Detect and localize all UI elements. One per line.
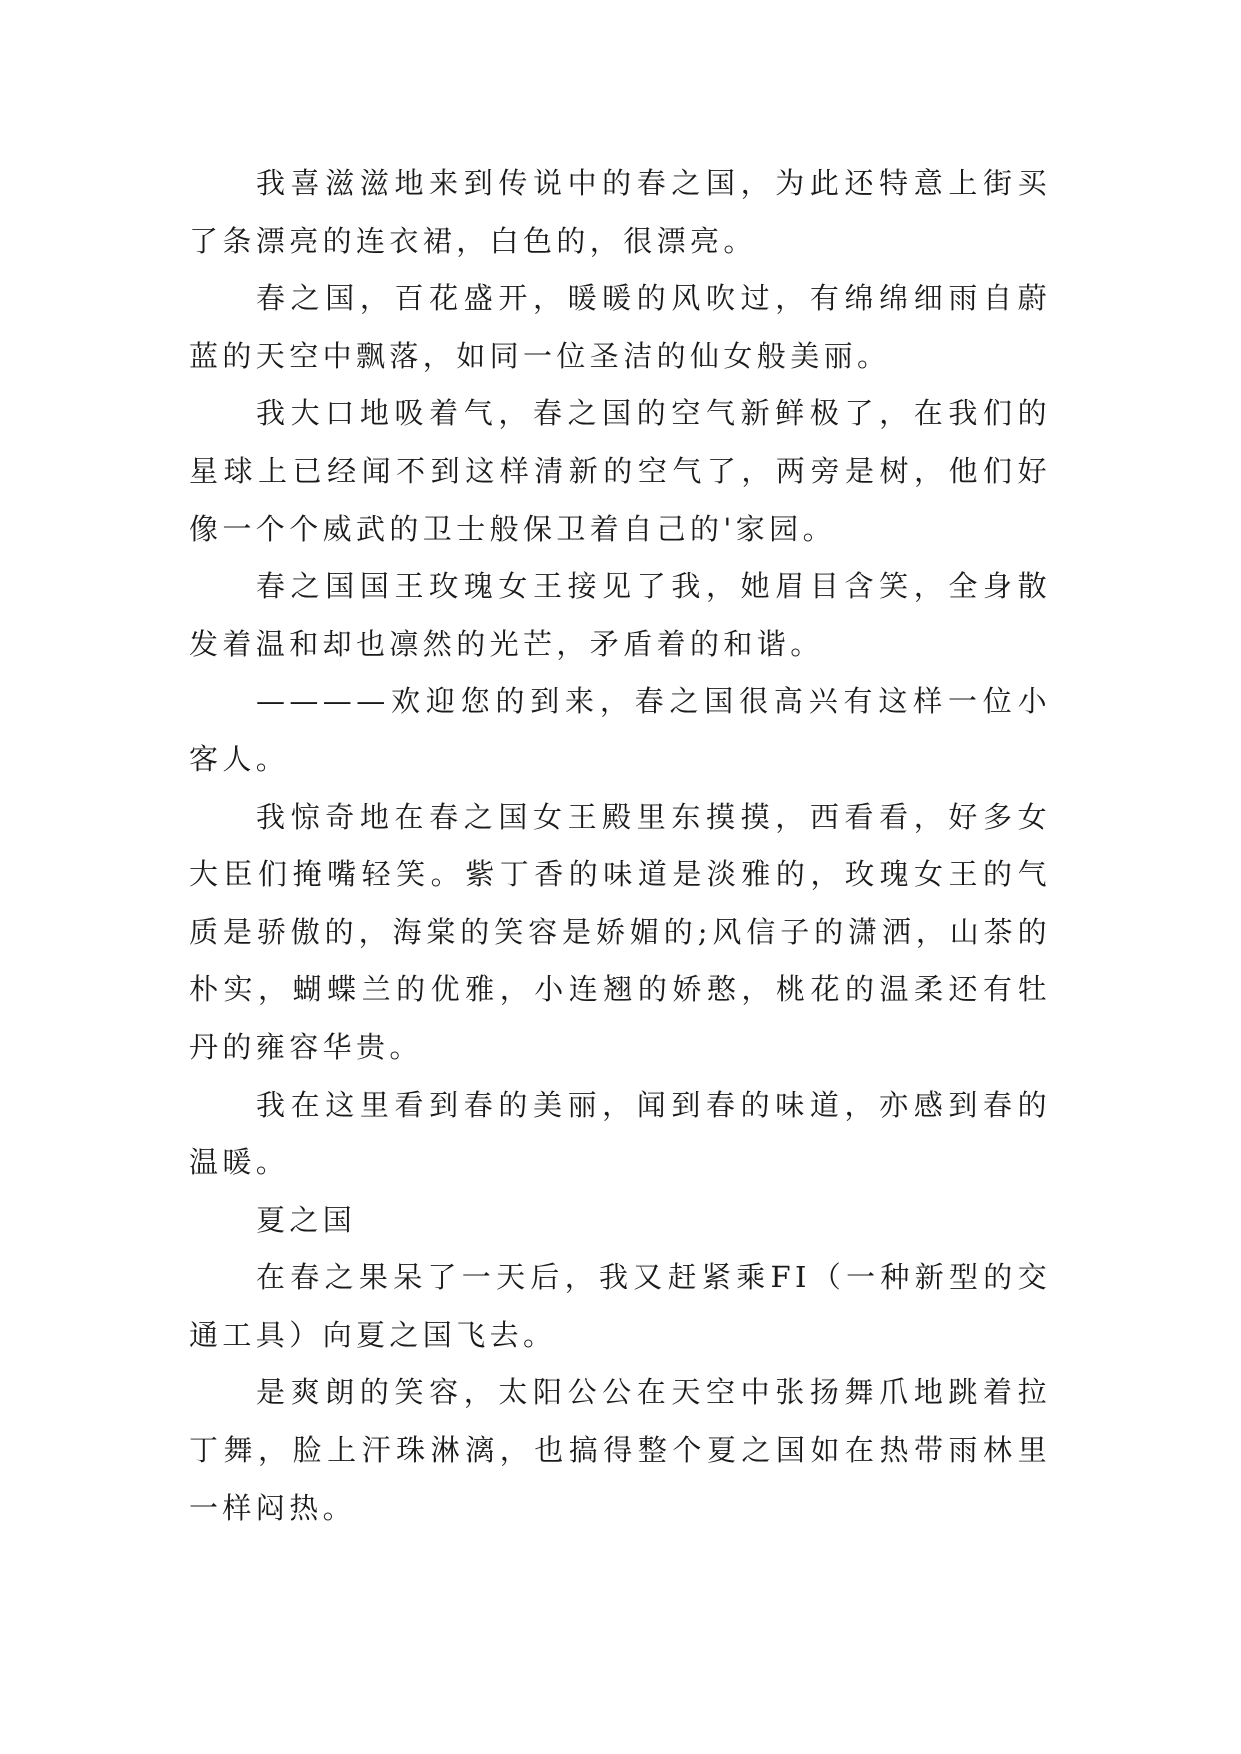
paragraph: 春之国，百花盛开，暖暖的风吹过，有绵绵细雨自蔚蓝的天空中飘落，如同一位圣洁的仙女般美丽。 [189,281,1051,373]
paragraph: 我惊奇地在春之国女王殿里东摸摸，西看看，好多女大臣们掩嘴轻笑。紫丁香的味道是淡雅的，玫瑰女王的气质是骄傲的，海棠的笑容是娇媚的;风信子的潇洒，山茶的朴实，蝴蝶兰的优雅，小连翘的娇憨，桃花的温柔还有牡丹的雍容华贵。 [189,799,1051,1064]
paragraph: 在春之果呆了一天后，我又赶紧乘FI（一种新型的交通工具）向夏之国飞去。 [189,1260,1051,1352]
paragraph: 是爽朗的笑容，太阳公公在天空中张扬舞爪地跳着拉丁舞，脸上汗珠淋漓，也搞得整个夏之国如在热带雨林里一样闷热。 [189,1375,1051,1525]
paragraph: 我喜滋滋地来到传说中的春之国，为此还特意上街买了条漂亮的连衣裙，白色的，很漂亮。 [189,166,1051,258]
document-body [189,155,1051,1537]
paragraph: 春之国国王玫瑰女王接见了我，她眉目含笑，全身散发着温和却也凛然的光芒，矛盾着的和谐。 [189,569,1051,661]
paragraph: 我大口地吸着气，春之国的空气新鲜极了，在我们的星球上已经闻不到这样清新的空气了，两旁是树，他们好像一个个威武的卫士般保卫着自己的'家园。 [189,396,1051,546]
section-heading: 夏之国 [256,1202,357,1237]
paragraph: 我在这里看到春的美丽，闻到春的味道，亦感到春的温暖。 [189,1087,1051,1180]
paragraph: ————欢迎您的到来，春之国很高兴有这样一位小客人。 [189,684,1051,776]
